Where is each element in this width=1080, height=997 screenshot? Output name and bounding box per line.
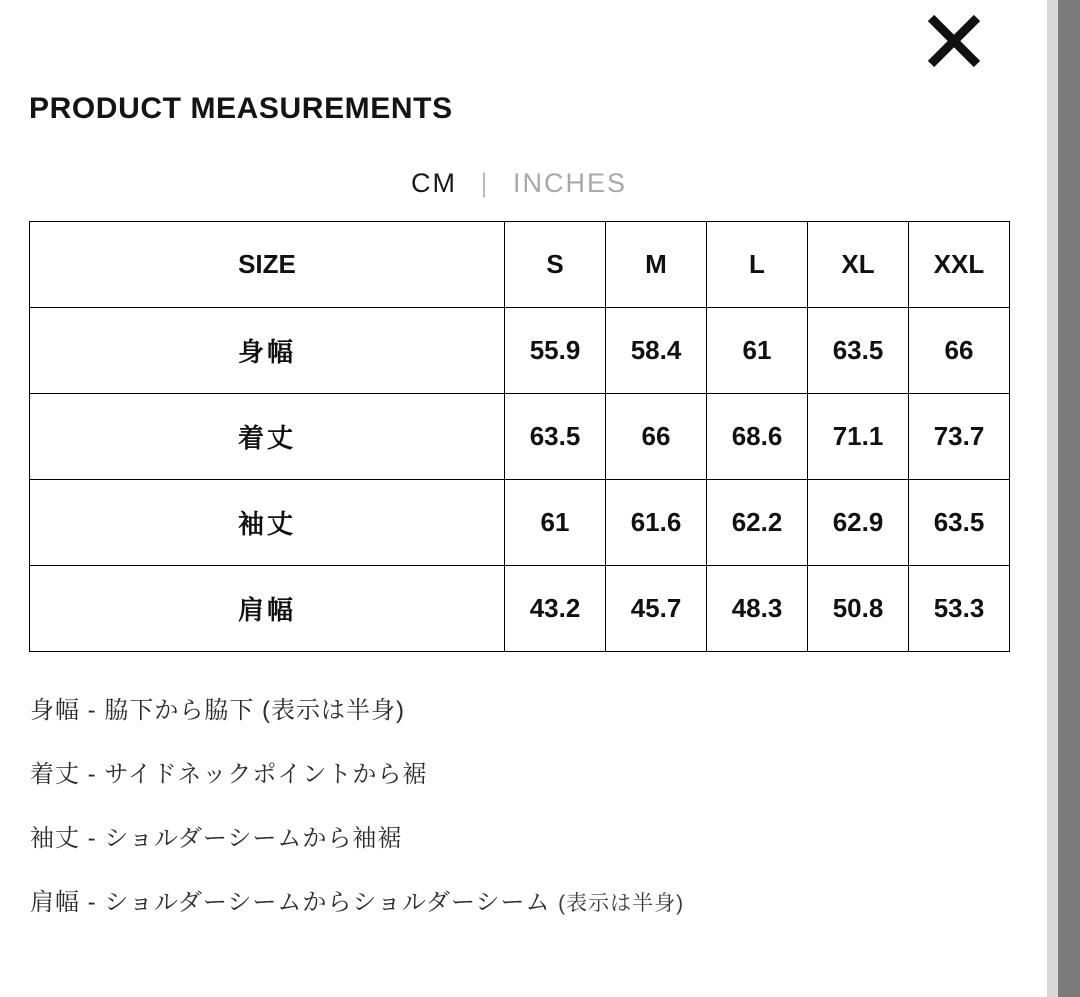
row-label-sleeve-length: 袖丈	[30, 480, 505, 566]
row-label-body-width: 身幅	[30, 308, 505, 394]
unit-option-inches[interactable]: INCHES	[513, 168, 628, 198]
cell-body-length-s: 63.5	[505, 394, 606, 480]
unit-toggle	[29, 168, 1009, 199]
cell-sleeve-length-s: 61	[505, 480, 606, 566]
note-body-length	[30, 754, 1010, 789]
measurement-notes	[30, 690, 1010, 946]
note-shoulder-width-text: 肩幅 - ショルダーシームからショルダーシーム	[30, 889, 551, 916]
table-header-xxl: XXL	[909, 222, 1010, 308]
cell-body-length-xl: 71.1	[808, 394, 909, 480]
table-row	[30, 480, 1010, 566]
cell-shoulder-width-l: 48.3	[707, 566, 808, 652]
unit-option-cm[interactable]: CM	[410, 168, 457, 198]
note-sleeve-length-text: 袖丈 - ショルダーシームから袖裾	[30, 825, 403, 852]
table-row	[30, 308, 1010, 394]
cell-shoulder-width-xxl: 53.3	[909, 566, 1010, 652]
cell-sleeve-length-xxl: 63.5	[909, 480, 1010, 566]
cell-body-width-l: 61	[707, 308, 808, 394]
note-shoulder-width	[30, 882, 1010, 917]
cell-sleeve-length-xl: 62.9	[808, 480, 909, 566]
row-label-shoulder-width: 肩幅	[30, 566, 505, 652]
cell-shoulder-width-m: 45.7	[606, 566, 707, 652]
note-sleeve-length	[30, 818, 1010, 853]
table-header-s: S	[505, 222, 606, 308]
cell-body-length-m: 66	[606, 394, 707, 480]
page-scroll-gutter[interactable]	[1047, 0, 1080, 997]
cell-sleeve-length-m: 61.6	[606, 480, 707, 566]
table-header-l: L	[707, 222, 808, 308]
cell-shoulder-width-xl: 50.8	[808, 566, 909, 652]
row-label-body-length: 着丈	[30, 394, 505, 480]
table-header-size: SIZE	[30, 222, 505, 308]
table-header-m: M	[606, 222, 707, 308]
note-shoulder-width-subtext: (表示は半身)	[558, 892, 685, 915]
table-header-row	[30, 222, 1010, 308]
note-body-width-text: 身幅 - 脇下から脇下 (表示は半身)	[30, 697, 405, 724]
table-header-xl: XL	[808, 222, 909, 308]
note-body-length-text: 着丈 - サイドネックポイントから裾	[30, 761, 428, 788]
note-body-width	[30, 690, 1010, 725]
cell-body-width-xxl: 66	[909, 308, 1010, 394]
unit-separator: |	[480, 168, 490, 198]
cell-body-width-m: 58.4	[606, 308, 707, 394]
page-title: PRODUCT MEASUREMENTS	[29, 92, 453, 125]
cell-body-length-xxl: 73.7	[909, 394, 1010, 480]
cell-body-width-s: 55.9	[505, 308, 606, 394]
cell-body-width-xl: 63.5	[808, 308, 909, 394]
cell-shoulder-width-s: 43.2	[505, 566, 606, 652]
scrollbar-track[interactable]	[1058, 0, 1080, 997]
size-measurements-table	[29, 221, 1010, 652]
table-row	[30, 566, 1010, 652]
cell-body-length-l: 68.6	[707, 394, 808, 480]
cell-sleeve-length-l: 62.2	[707, 480, 808, 566]
close-icon[interactable]	[923, 10, 985, 72]
table-row	[30, 394, 1010, 480]
